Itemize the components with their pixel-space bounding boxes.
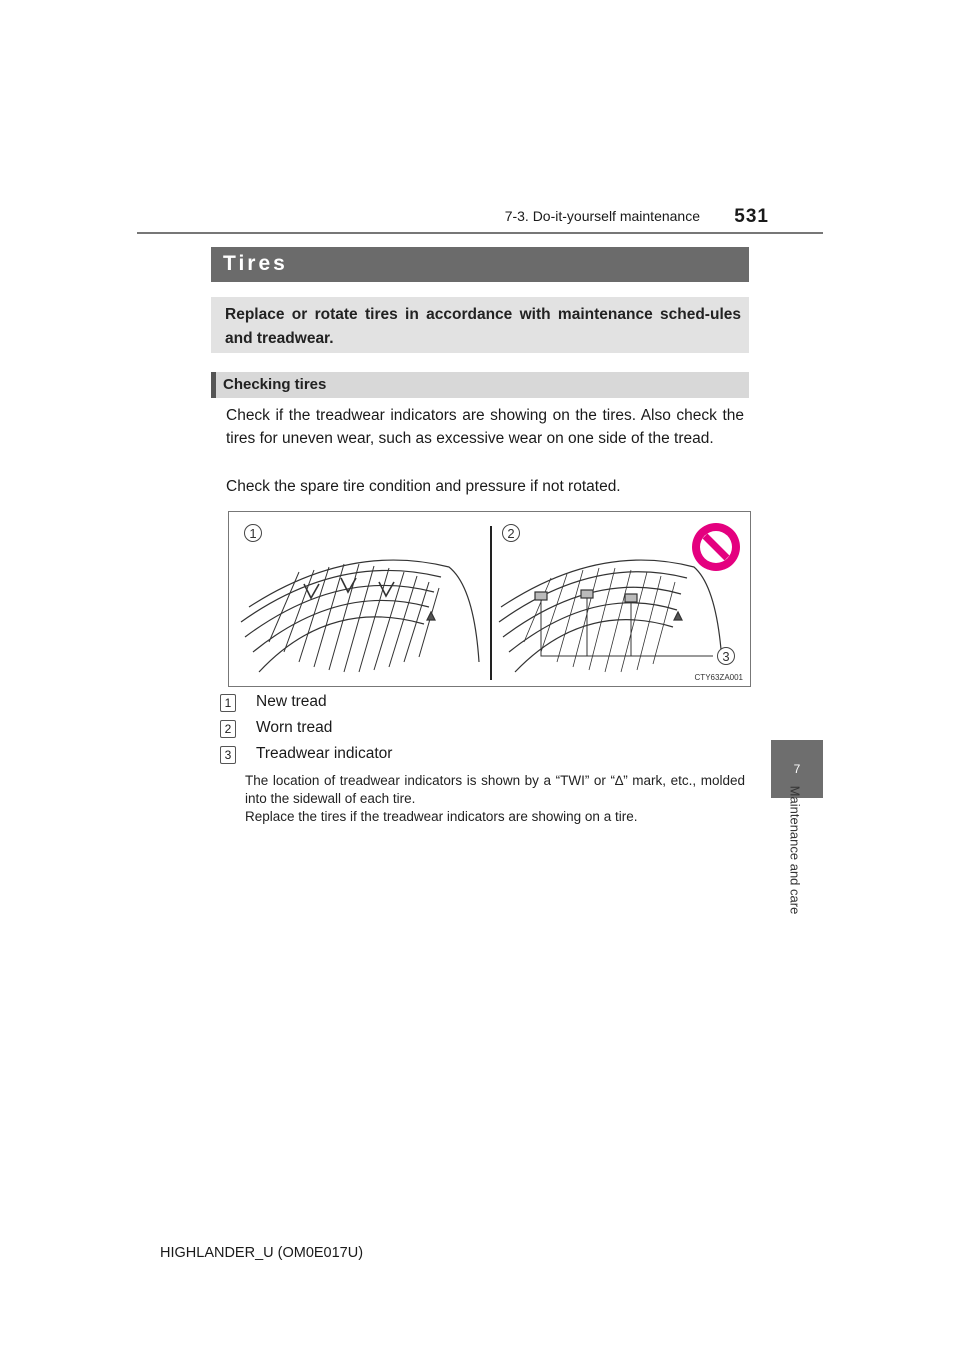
- subheading-bar: [211, 372, 749, 398]
- legend-number: 1: [220, 694, 236, 712]
- header-divider: [137, 232, 823, 234]
- page-number: 531: [734, 206, 769, 227]
- section-title-bar: [211, 247, 749, 282]
- treadwear-note: [245, 772, 745, 826]
- legend-label: Worn tread: [256, 719, 333, 736]
- legend-label: Treadwear indicator: [256, 745, 393, 762]
- chapter-tab: 7: [771, 740, 823, 798]
- legend-item-new-tread: [220, 693, 620, 713]
- figure-code: CTY63ZA001: [694, 673, 743, 682]
- chapter-title: Maintenance and care: [787, 785, 803, 915]
- legend-label: New tread: [256, 693, 327, 710]
- subheading-accent: [211, 372, 216, 398]
- note-line-replace: Replace the tires if the treadwear indicators are showing on a tire.: [245, 809, 638, 824]
- lead-box: [211, 297, 749, 353]
- tire-diagram: [229, 512, 750, 686]
- paragraph-treadwear-check: Check if the treadwear indicators are showing on the tires. Also check the tires for uneven wear, such as excessive wear on one side of the tread.: [226, 407, 744, 447]
- legend-item-worn-tread: [220, 719, 620, 739]
- legend-number: 3: [220, 746, 236, 764]
- callout-1-label: 1: [249, 526, 257, 541]
- tire-tread-illustration: [228, 511, 751, 687]
- callout-3-label: 3: [722, 649, 730, 664]
- new-tread-tire: [241, 560, 479, 672]
- section-title: Tires: [223, 252, 288, 275]
- note-line-location: The location of treadwear indicators is shown by a “TWI” or “∆” mark, etc., molded into the sidewall of each tire.: [245, 773, 745, 806]
- no-entry-icon: [692, 523, 740, 571]
- callout-2-label: 2: [507, 526, 515, 541]
- manual-code: HIGHLANDER_U (OM0E017U): [160, 1245, 364, 1261]
- subheading: Checking tires: [223, 376, 327, 393]
- legend-item-treadwear-indicator: [220, 745, 620, 765]
- lead-text: Replace or rotate tires in accordance with maintenance sched-ules and treadwear.: [225, 306, 741, 347]
- section-reference: 7-3. Do-it-yourself maintenance: [504, 208, 700, 224]
- legend-number: 2: [220, 720, 236, 738]
- worn-tread-tire: [499, 560, 722, 672]
- paragraph-spare-tire: Check the spare tire condition and pressure if not rotated.: [226, 478, 621, 495]
